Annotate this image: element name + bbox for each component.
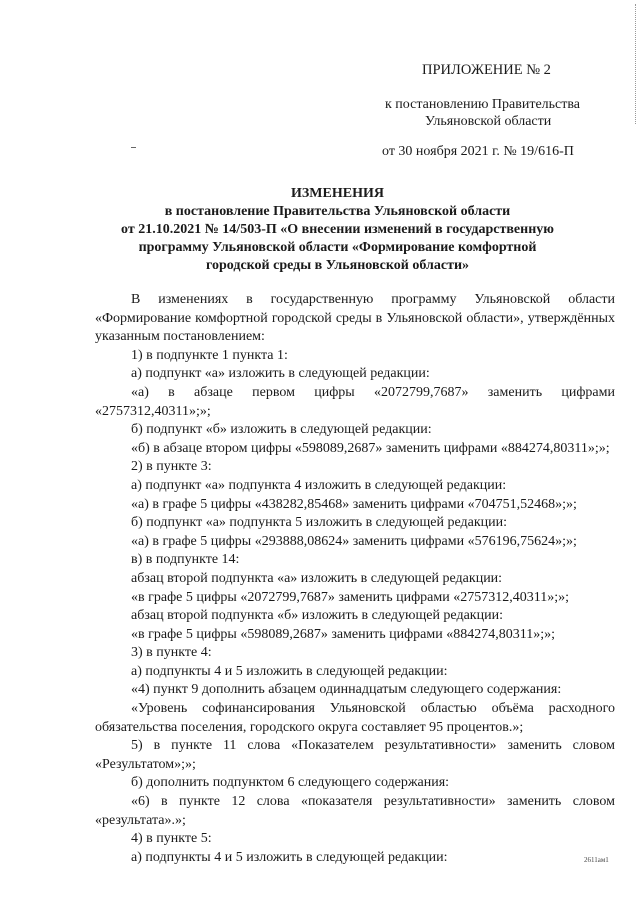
paragraph: 3) в пункте 4: bbox=[131, 645, 212, 661]
paragraph: а) подпункты 4 и 5 изложить в следующей редакции: bbox=[131, 849, 448, 865]
paragraph: а) подпункт «а» изложить в следующей редакции: bbox=[131, 366, 430, 382]
paragraph: «а) в графе 5 цифры «438282,85468» заменить цифрами «704751,52468»;»; bbox=[131, 496, 577, 512]
paragraph: «Уровень софинансирования Ульяновской областью объёма расходного обязательства поселения, городского округа составляет 95 процентов.»; bbox=[95, 701, 615, 735]
paragraph: «а) в графе 5 цифры «293888,08624» заменить цифрами «576196,75624»;»; bbox=[131, 533, 577, 549]
title-line-3: программу Ульяновской области «Формирование комфортной bbox=[138, 240, 537, 255]
paragraph: б) дополнить подпунктом 6 следующего содержания: bbox=[131, 775, 450, 791]
paragraph: 2) в пункте 3: bbox=[131, 459, 212, 475]
paragraph: абзац второй подпункта «а» изложить в следующей редакции: bbox=[131, 570, 503, 586]
header-line-2: Ульяновской области bbox=[425, 114, 552, 129]
paragraph: б) подпункт «б» изложить в следующей редакции: bbox=[131, 422, 432, 438]
title-line-4: городской среды в Ульяновской области» bbox=[205, 258, 470, 273]
title-line-2: от 21.10.2021 № 14/503-П «О внесении изменений в государственную bbox=[121, 222, 554, 237]
paragraph: 4) в пункте 5: bbox=[131, 831, 212, 847]
paragraph: а) подпункт «а» подпункта 4 изложить в следующей редакции: bbox=[131, 477, 507, 493]
title-line-1: в постановление Правительства Ульяновской области bbox=[164, 204, 511, 219]
paragraph: 1) в подпункте 1 пункта 1: bbox=[131, 347, 288, 363]
document-title: ИЗМЕНЕНИЯ bbox=[291, 186, 384, 201]
paragraph: б) подпункт «а» подпункта 5 изложить в следующей редакции: bbox=[131, 515, 508, 531]
paragraph: 5) в пункте 11 слова «Показателем результативности» заменить словом «Результатом»;»; bbox=[95, 738, 615, 772]
document-body bbox=[95, 291, 615, 867]
scan-mark bbox=[131, 147, 136, 148]
paragraph: а) подпункты 4 и 5 изложить в следующей редакции: bbox=[131, 663, 448, 679]
footer-code: 2611ам1 bbox=[584, 856, 609, 864]
header-line-3: от 30 ноября 2021 г. № 19/616-П bbox=[382, 144, 574, 159]
paragraph: «6) в пункте 12 слова «показателя результативности» заменить словом «результата».»; bbox=[95, 794, 615, 828]
paragraph: «4) пункт 9 дополнить абзацем одиннадцатым следующего содержания: bbox=[131, 682, 562, 698]
paragraph: в) в подпункте 14: bbox=[131, 552, 240, 568]
appendix-label: ПРИЛОЖЕНИЕ № 2 bbox=[422, 62, 551, 78]
scan-edge bbox=[631, 4, 636, 124]
paragraph: «в графе 5 цифры «2072799,7687» заменить цифрами «2757312,40311»;»; bbox=[131, 589, 569, 605]
paragraph: абзац второй подпункта «б» изложить в следующей редакции: bbox=[131, 608, 503, 624]
paragraph: «в графе 5 цифры «598089,2687» заменить цифрами «884274,80311»;»; bbox=[131, 626, 555, 642]
paragraph: В изменениях в государственную программу Ульяновской области «Формирование комфортной городской среды в Ульяновской области», утверждённых указанным постановлением: bbox=[95, 292, 615, 345]
paragraph: «а) в абзаце первом цифры «2072799,7687» заменить цифрами «2757312,40311»;»; bbox=[95, 384, 615, 419]
paragraph: «б) в абзаце втором цифры «598089,2687» заменить цифрами «884274,80311»;»; bbox=[131, 440, 610, 456]
header-line-1: к постановлению Правительства bbox=[385, 97, 581, 112]
